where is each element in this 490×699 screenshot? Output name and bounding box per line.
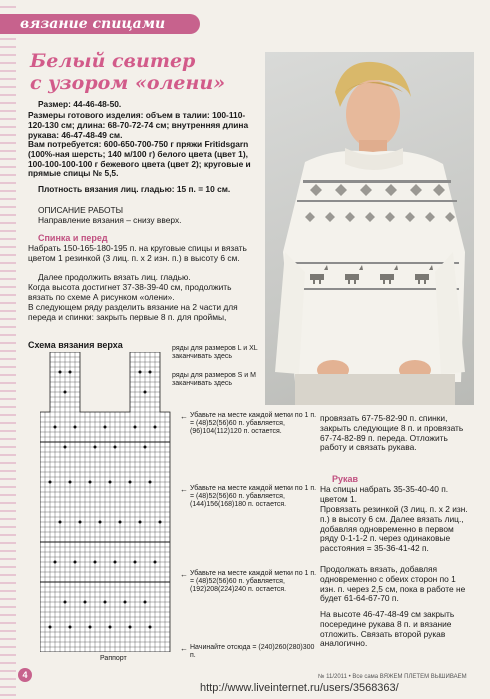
page-number: 4	[18, 668, 32, 682]
dec-note-1: Убавьте на месте каждой метки по 1 п. = (48)52(56)60 п. убавляется, (96)104(112)120 п. остается.	[190, 412, 317, 435]
sleeve-p5: На высоте 46-47-48-49 см закрыть посередине рукава 8 п. и вязание отложить. Связать второй рукав аналогично.	[320, 609, 455, 649]
title-line-1: Белый свитер	[30, 50, 196, 72]
density-text: Плотность вязания лиц. гладью: 15 п. = 10 см.	[38, 184, 231, 194]
chart-title: Схема вязания верха	[28, 340, 123, 350]
rapport-label: Раппорт	[100, 655, 127, 662]
knitting-chart	[40, 352, 190, 652]
materials-text: Вам потребуется: 600-650-700-750 г пряжи Fritidsgarn (100%-ная шерсть; 140 м/100 г) белого цвета (цвет 1), 100-100-100-100 г бежевого цвета (цвет 2); круговые и прямые спицы № 5,5.	[28, 139, 251, 179]
dec-note-2: Убавьте на месте каждой метки по 1 п. = (48)52(56)60 п. убавляется, (144)156(168)180 п. остается.	[190, 485, 317, 508]
direction-text: Направление вязания – снизу вверх.	[38, 215, 182, 225]
sweater-photo	[265, 52, 474, 405]
sleeve-p3: Провязать резинкой (3 лиц. п. х 2 изн. п.) в высоту 6 см. Далее вязать лиц., добавляя одновременно в первом ряду 0-1-1-2 п. через одинаковые расстояния = 35-36-41-42 п.	[320, 504, 468, 554]
arrow-dec-2: ←	[180, 485, 188, 494]
lace-border	[0, 0, 16, 699]
size-text: Размер: 44-46-48-50.	[38, 99, 122, 109]
start-note: Начинайте отсюда = (240)260(280)300 п.	[190, 644, 315, 659]
back-front-p2: Далее продолжить вязать лиц. гладью.	[38, 272, 191, 282]
back-front-p3: Когда высота достигнет 37-38-39-40 см, продолжить вязать по схеме А рисунком «олени».	[28, 282, 232, 302]
title-line-2: с узором «олени»	[30, 72, 226, 94]
back-front-p4: В следующем ряду разделить вязание на 2 части для переда и спинки: закрыть первые 8 п. для проймы,	[28, 302, 238, 322]
measurements-text: Размеры готового изделия: объем в талии: 100-110-120-130 см; длина: 68-70-72-74 см; внутренняя длина рукава: 46-47-48-49 см.	[28, 110, 249, 140]
sleeve-p2: На спицы набрать 35-35-40-40 п. цветом 1.	[320, 484, 449, 504]
size-note-s-m: ряды для размеров S и M заканчивать здесь	[172, 372, 256, 387]
sleeve-p4: Продолжать вязать, добавляя одновременно с обеих сторон по 1 изн. п. через 2,5 см, пока в работе не будет 61-64-67-70 п.	[320, 564, 466, 604]
sleeve-title: Рукав	[332, 474, 359, 484]
arrow-start: ←	[180, 644, 188, 653]
model-illustration	[265, 52, 474, 405]
back-front-p1: Набрать 150-165-180-195 п. на круговые спицы и вязать цветом 1 резинкой (3 лиц. п. х 2 изн. п.) в высоту 6 см.	[28, 243, 247, 263]
section-label: вязание спицами	[20, 16, 166, 32]
arrow-dec-3: ←	[180, 570, 188, 579]
magazine-footer: № 11/2011 • Все сама ВЯЖЕМ ПЛЕТЕМ ВЫШИВАЕМ	[318, 674, 467, 680]
size-note-l-xl: ряды для размеров L и XL заканчивать здесь	[172, 345, 258, 360]
page-title	[30, 50, 225, 94]
back-front-title: Спинка и перед	[38, 233, 108, 243]
arrow-dec-1: ←	[180, 412, 188, 421]
work-description-heading: ОПИСАНИЕ РАБОТЫ	[38, 205, 124, 215]
right-p1: провязать 67-75-82-90 п. спинки, закрыть следующие 8 п. и провязать 67-74-82-89 п. переда. Отложить работу и связать рукава.	[320, 413, 464, 453]
dec-note-3: Убавьте на месте каждой метки по 1 п. = (48)52(56)60 п. убавляется, (192)208(224)240 п. остается.	[190, 570, 317, 593]
source-url: http://www.liveinternet.ru/users/3568363/	[200, 682, 399, 694]
